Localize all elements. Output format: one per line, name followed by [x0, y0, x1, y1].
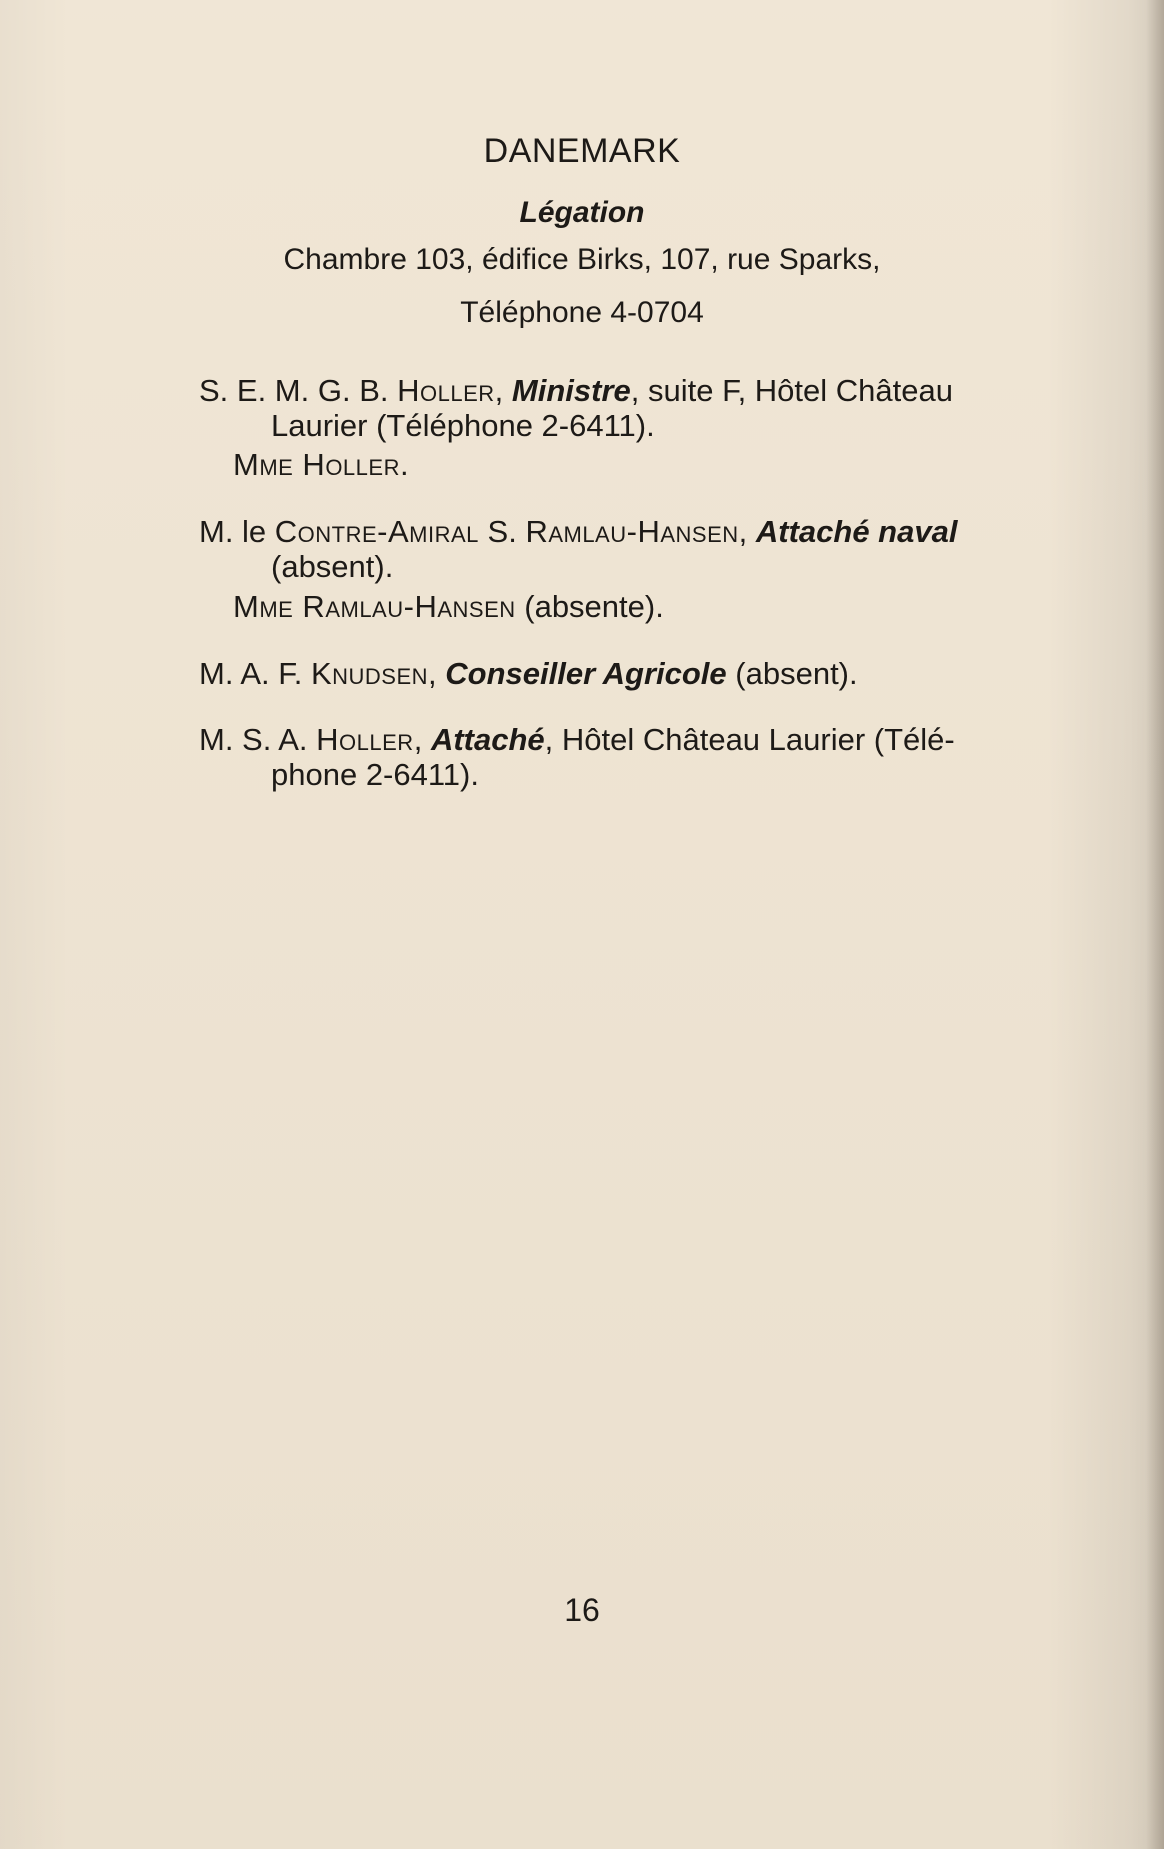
entry-separator: ,	[738, 514, 756, 549]
entry-rest: (absent).	[726, 656, 858, 691]
entry-title: Attaché	[430, 722, 545, 757]
entry-prefix: S. E. M. G. B.	[199, 373, 398, 408]
entry-minister	[199, 373, 1097, 443]
entry-name: Ramlau-Hansen	[525, 514, 739, 549]
entry-line	[199, 722, 1097, 757]
entry-continuation: phone 2-6411).	[271, 757, 479, 792]
legation-subheading: Légation	[519, 196, 645, 229]
entry-initial: S.	[478, 514, 526, 549]
binding-shadow	[1146, 0, 1164, 1849]
entry-separator: ,	[413, 722, 431, 757]
entry-name: Knudsen	[310, 656, 429, 691]
entry-separator: ,	[494, 373, 512, 408]
entry-prefix: M. S. A.	[199, 722, 317, 757]
entry-title: Ministre	[511, 373, 631, 408]
entry-name: Holler	[397, 373, 495, 408]
entry-name: Mme Ramlau-Hansen	[233, 589, 516, 624]
entry-spouse-holler: Mme Holler.	[233, 447, 410, 482]
entry-attache	[199, 722, 1097, 792]
entry-name: Holler	[316, 722, 414, 757]
entry-rest: (absente).	[515, 589, 664, 624]
entry-line	[199, 373, 1097, 408]
legation-telephone: Téléphone 4-0704	[460, 296, 704, 329]
entry-rest: , Hôtel Château Laurier (Télé-	[544, 722, 955, 757]
entry-spouse-ramlau-hansen	[233, 589, 1093, 624]
country-heading: DANEMARK	[483, 132, 681, 170]
entry-title: Attaché naval	[755, 514, 958, 549]
entry-prefix: M. le	[199, 514, 275, 549]
entry-separator: ,	[428, 656, 446, 691]
page-number: 16	[564, 1592, 600, 1628]
entry-naval-attache	[199, 514, 1097, 584]
entry-rank: Contre-Amiral	[274, 514, 479, 549]
entry-rest: , suite F, Hôtel Château	[630, 373, 953, 408]
entry-title: Conseiller Agricole	[445, 656, 727, 691]
entry-continuation: Laurier (Téléphone 2-6411).	[271, 408, 655, 443]
entry-prefix: M. A. F.	[199, 656, 311, 691]
legation-address: Chambre 103, édifice Birks, 107, rue Sparks,	[283, 243, 881, 276]
entry-line	[199, 656, 1097, 691]
entry-line	[199, 514, 1097, 549]
entry-agricultural-counsellor	[199, 656, 1097, 691]
entry-continuation: (absent).	[271, 549, 394, 584]
